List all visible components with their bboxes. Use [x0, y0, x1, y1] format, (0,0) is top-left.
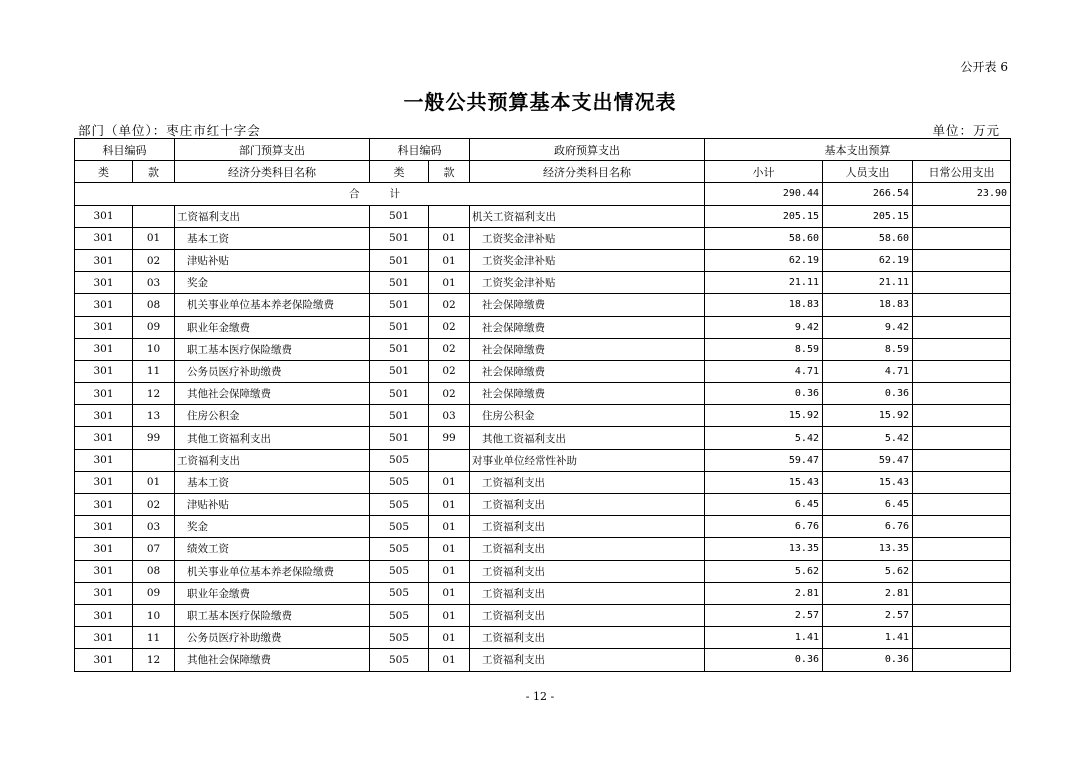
kuan-cell: 01: [429, 582, 470, 604]
group-header-row: [75, 139, 1011, 161]
gov-item-name: 工资福利支出: [470, 627, 705, 649]
personnel-cell: 0.36: [823, 649, 913, 671]
public-cell: [913, 449, 1011, 471]
kuan-cell: 11: [133, 360, 175, 382]
lei-cell: 505: [370, 560, 429, 582]
lei-cell: 501: [370, 405, 429, 427]
kuan-cell: 13: [133, 405, 175, 427]
expenditure-table: [74, 138, 1011, 672]
gov-name-header: 经济分类科目名称: [470, 161, 705, 183]
table-row: [75, 205, 1011, 227]
kuan-cell: 99: [133, 427, 175, 449]
table-row: [75, 494, 1011, 516]
personnel-cell: 13.35: [823, 538, 913, 560]
lei-cell: 301: [75, 227, 133, 249]
lei-cell: 505: [370, 516, 429, 538]
public-cell: [913, 227, 1011, 249]
kuan-cell: 02: [133, 249, 175, 271]
lei-cell: 501: [370, 272, 429, 294]
table-row: [75, 383, 1011, 405]
gov-item-name: 社会保障缴费: [470, 316, 705, 338]
personnel-cell: 9.42: [823, 316, 913, 338]
kuan-cell: [429, 205, 470, 227]
subtotal-cell: 2.81: [705, 582, 823, 604]
total-public: 23.90: [913, 183, 1011, 205]
public-cell: [913, 538, 1011, 560]
public-cell: [913, 604, 1011, 626]
dept-item-name: 绩效工资: [175, 538, 370, 560]
dept-item-name: 职业年金缴费: [175, 316, 370, 338]
kuan-cell: 01: [429, 516, 470, 538]
table-row: [75, 516, 1011, 538]
public-cell: [913, 427, 1011, 449]
personnel-cell: 15.43: [823, 471, 913, 493]
kuan-cell: 03: [429, 405, 470, 427]
dept-item-name: 职业年金缴费: [175, 582, 370, 604]
public-cell: [913, 494, 1011, 516]
subtotal-cell: 15.92: [705, 405, 823, 427]
personnel-cell: 59.47: [823, 449, 913, 471]
lei-cell: 301: [75, 383, 133, 405]
public-cell: [913, 405, 1011, 427]
lei-cell: 505: [370, 627, 429, 649]
kuan-header: 款: [429, 161, 470, 183]
lei-cell: 301: [75, 516, 133, 538]
lei-cell: 505: [370, 538, 429, 560]
personnel-cell: 205.15: [823, 205, 913, 227]
gov-item-name: 社会保障缴费: [470, 294, 705, 316]
subtotal-cell: 21.11: [705, 272, 823, 294]
personnel-cell: 2.81: [823, 582, 913, 604]
subtotal-cell: 62.19: [705, 249, 823, 271]
gov-item-name: 工资福利支出: [470, 649, 705, 671]
lei-cell: 301: [75, 471, 133, 493]
lei-cell: 505: [370, 449, 429, 471]
lei-cell: 501: [370, 294, 429, 316]
public-cell: [913, 582, 1011, 604]
kuan-cell: 01: [429, 249, 470, 271]
kuan-cell: 01: [133, 471, 175, 493]
table-row: [75, 272, 1011, 294]
kuan-header: 款: [133, 161, 175, 183]
kuan-cell: 08: [133, 294, 175, 316]
dept-item-name: 职工基本医疗保险缴费: [175, 604, 370, 626]
gov-item-name: 工资福利支出: [470, 560, 705, 582]
total-subtotal: 290.44: [705, 183, 823, 205]
personnel-header: 人员支出: [823, 161, 913, 183]
gov-item-name: 机关工资福利支出: [470, 205, 705, 227]
gov-item-name: 工资奖金津补贴: [470, 272, 705, 294]
lei-cell: 301: [75, 427, 133, 449]
public-cell: [913, 205, 1011, 227]
lei-cell: 301: [75, 627, 133, 649]
table-row: [75, 649, 1011, 671]
table-row: [75, 538, 1011, 560]
kuan-cell: 08: [133, 560, 175, 582]
sub-header-row: [75, 161, 1011, 183]
lei-cell: 501: [370, 249, 429, 271]
personnel-cell: 18.83: [823, 294, 913, 316]
gov-item-name: 工资福利支出: [470, 604, 705, 626]
lei-cell: 505: [370, 582, 429, 604]
public-cell: [913, 516, 1011, 538]
lei-cell: 501: [370, 227, 429, 249]
personnel-cell: 58.60: [823, 227, 913, 249]
personnel-cell: 0.36: [823, 383, 913, 405]
lei-cell: 301: [75, 604, 133, 626]
dept-item-name: 其他社会保障缴费: [175, 649, 370, 671]
kuan-cell: 01: [429, 604, 470, 626]
kuan-cell: [133, 449, 175, 471]
lei-cell: 501: [370, 338, 429, 360]
table-row: [75, 627, 1011, 649]
kuan-cell: 01: [429, 538, 470, 560]
kuan-cell: 01: [429, 649, 470, 671]
kuan-cell: 10: [133, 604, 175, 626]
kuan-cell: 01: [429, 272, 470, 294]
table-row: [75, 338, 1011, 360]
public-cell: [913, 272, 1011, 294]
dept-item-name: 住房公积金: [175, 405, 370, 427]
kuan-cell: 01: [429, 471, 470, 493]
table-row: [75, 471, 1011, 493]
lei-cell: 301: [75, 294, 133, 316]
table-row: [75, 582, 1011, 604]
gov-item-name: 社会保障缴费: [470, 360, 705, 382]
lei-cell: 505: [370, 649, 429, 671]
page-title: 一般公共预算基本支出情况表: [403, 90, 677, 114]
kuan-cell: 07: [133, 538, 175, 560]
gov-item-name: 对事业单位经常性补助: [470, 449, 705, 471]
public-cell: [913, 383, 1011, 405]
personnel-cell: 5.62: [823, 560, 913, 582]
table-row: [75, 427, 1011, 449]
lei-cell: 301: [75, 316, 133, 338]
lei-cell: 301: [75, 538, 133, 560]
gov-item-name: 工资福利支出: [470, 494, 705, 516]
kuan-cell: 09: [133, 582, 175, 604]
public-cell: [913, 471, 1011, 493]
personnel-cell: 62.19: [823, 249, 913, 271]
gov-item-name: 工资福利支出: [470, 582, 705, 604]
dept-name-header: 经济分类科目名称: [175, 161, 370, 183]
table-tag: 公开表 6: [960, 60, 1008, 74]
public-cell: [913, 560, 1011, 582]
subtotal-cell: 6.76: [705, 516, 823, 538]
gov-item-name: 工资福利支出: [470, 471, 705, 493]
gov-exp-header: 政府预算支出: [470, 139, 705, 161]
kuan-cell: 12: [133, 383, 175, 405]
dept-item-name: 基本工资: [175, 471, 370, 493]
kuan-cell: 02: [429, 338, 470, 360]
gov-item-name: 工资奖金津补贴: [470, 249, 705, 271]
dept-item-name: 基本工资: [175, 227, 370, 249]
lei-cell: 301: [75, 449, 133, 471]
public-cell: [913, 627, 1011, 649]
total-label: 合计: [75, 183, 705, 205]
personnel-cell: 8.59: [823, 338, 913, 360]
public-cell: [913, 360, 1011, 382]
kuan-cell: 02: [429, 294, 470, 316]
dept-item-name: 津贴补贴: [175, 249, 370, 271]
table-row: [75, 249, 1011, 271]
dept-item-name: 职工基本医疗保险缴费: [175, 338, 370, 360]
gov-item-name: 工资福利支出: [470, 516, 705, 538]
subtotal-header: 小计: [705, 161, 823, 183]
total-row: [75, 183, 1011, 205]
personnel-cell: 6.76: [823, 516, 913, 538]
kuan-cell: 02: [133, 494, 175, 516]
lei-cell: 501: [370, 427, 429, 449]
public-cell: [913, 649, 1011, 671]
gov-item-name: 其他工资福利支出: [470, 427, 705, 449]
dept-code-header: 科目编码: [75, 139, 175, 161]
dept-item-name: 津贴补贴: [175, 494, 370, 516]
gov-item-name: 工资福利支出: [470, 538, 705, 560]
lei-cell: 301: [75, 582, 133, 604]
lei-cell: 501: [370, 360, 429, 382]
gov-item-name: 工资奖金津补贴: [470, 227, 705, 249]
lei-cell: 301: [75, 360, 133, 382]
dept-item-name: 工资福利支出: [175, 449, 370, 471]
lei-cell: 301: [75, 560, 133, 582]
lei-cell: 501: [370, 316, 429, 338]
kuan-cell: [133, 205, 175, 227]
gov-item-name: 社会保障缴费: [470, 383, 705, 405]
kuan-cell: 99: [429, 427, 470, 449]
public-cell: [913, 338, 1011, 360]
lei-cell: 301: [75, 272, 133, 294]
dept-item-name: 其他社会保障缴费: [175, 383, 370, 405]
dept-item-name: 工资福利支出: [175, 205, 370, 227]
kuan-cell: 01: [133, 227, 175, 249]
subtotal-cell: 58.60: [705, 227, 823, 249]
dept-item-name: 机关事业单位基本养老保险缴费: [175, 294, 370, 316]
dept-item-name: 奖金: [175, 272, 370, 294]
personnel-cell: 6.45: [823, 494, 913, 516]
lei-cell: 501: [370, 205, 429, 227]
personnel-cell: 1.41: [823, 627, 913, 649]
subtotal-cell: 205.15: [705, 205, 823, 227]
table-row: [75, 227, 1011, 249]
kuan-cell: 01: [429, 227, 470, 249]
subtotal-cell: 6.45: [705, 494, 823, 516]
table-row: [75, 294, 1011, 316]
table-row: [75, 405, 1011, 427]
table-row: [75, 316, 1011, 338]
kuan-cell: [429, 449, 470, 471]
personnel-cell: 2.57: [823, 604, 913, 626]
subtotal-cell: 2.57: [705, 604, 823, 626]
subtotal-cell: 1.41: [705, 627, 823, 649]
personnel-cell: 5.42: [823, 427, 913, 449]
lei-cell: 501: [370, 383, 429, 405]
kuan-cell: 01: [429, 560, 470, 582]
lei-cell: 505: [370, 471, 429, 493]
kuan-cell: 03: [133, 272, 175, 294]
lei-cell: 301: [75, 249, 133, 271]
subtotal-cell: 5.62: [705, 560, 823, 582]
dept-item-name: 公务员医疗补助缴费: [175, 627, 370, 649]
gov-code-header: 科目编码: [370, 139, 470, 161]
lei-header: 类: [370, 161, 429, 183]
subtotal-cell: 9.42: [705, 316, 823, 338]
subtotal-cell: 5.42: [705, 427, 823, 449]
lei-cell: 301: [75, 338, 133, 360]
subtotal-cell: 4.71: [705, 360, 823, 382]
kuan-cell: 09: [133, 316, 175, 338]
dept-item-name: 公务员医疗补助缴费: [175, 360, 370, 382]
basic-budget-header: 基本支出预算: [705, 139, 1011, 161]
subtotal-cell: 18.83: [705, 294, 823, 316]
lei-cell: 301: [75, 205, 133, 227]
kuan-cell: 10: [133, 338, 175, 360]
public-cell: [913, 316, 1011, 338]
dept-exp-header: 部门预算支出: [175, 139, 370, 161]
table-row: [75, 560, 1011, 582]
subtotal-cell: 59.47: [705, 449, 823, 471]
table-row: [75, 360, 1011, 382]
kuan-cell: 01: [429, 494, 470, 516]
dept-item-name: 机关事业单位基本养老保险缴费: [175, 560, 370, 582]
table-row: [75, 449, 1011, 471]
lei-cell: 301: [75, 649, 133, 671]
dept-item-name: 奖金: [175, 516, 370, 538]
kuan-cell: 11: [133, 627, 175, 649]
personnel-cell: 15.92: [823, 405, 913, 427]
kuan-cell: 02: [429, 383, 470, 405]
unit-label: 单位：万元: [932, 123, 1000, 138]
department-label: 部门（单位）：枣庄市红十字会: [78, 123, 261, 138]
kuan-cell: 02: [429, 316, 470, 338]
personnel-cell: 4.71: [823, 360, 913, 382]
total-personnel: 266.54: [823, 183, 913, 205]
page-number: - 12 -: [525, 690, 555, 703]
lei-cell: 301: [75, 494, 133, 516]
table-row: [75, 604, 1011, 626]
lei-cell: 505: [370, 604, 429, 626]
subtotal-cell: 0.36: [705, 383, 823, 405]
gov-item-name: 社会保障缴费: [470, 338, 705, 360]
lei-cell: 505: [370, 494, 429, 516]
kuan-cell: 12: [133, 649, 175, 671]
personnel-cell: 21.11: [823, 272, 913, 294]
kuan-cell: 03: [133, 516, 175, 538]
lei-header: 类: [75, 161, 133, 183]
public-cell: [913, 249, 1011, 271]
gov-item-name: 住房公积金: [470, 405, 705, 427]
kuan-cell: 02: [429, 360, 470, 382]
subtotal-cell: 8.59: [705, 338, 823, 360]
kuan-cell: 01: [429, 627, 470, 649]
public-header: 日常公用支出: [913, 161, 1011, 183]
subtotal-cell: 13.35: [705, 538, 823, 560]
public-cell: [913, 294, 1011, 316]
subtotal-cell: 0.36: [705, 649, 823, 671]
subtotal-cell: 15.43: [705, 471, 823, 493]
dept-item-name: 其他工资福利支出: [175, 427, 370, 449]
lei-cell: 301: [75, 405, 133, 427]
